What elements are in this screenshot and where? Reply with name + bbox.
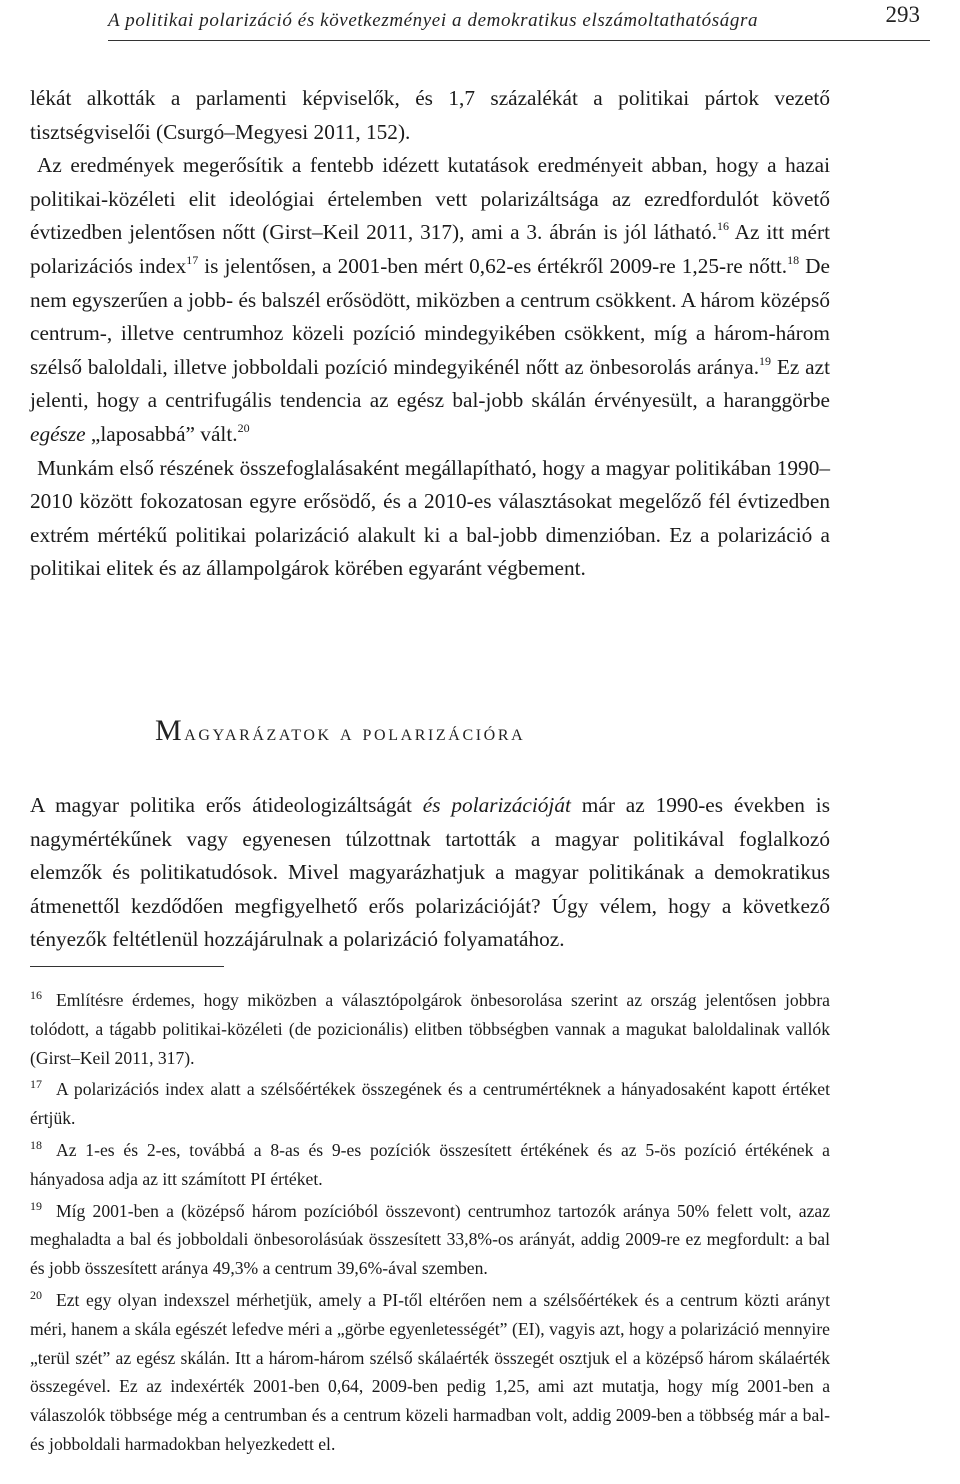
text-run: A magyar politika erős átideologizáltságát xyxy=(30,793,423,817)
footnote-ref-17[interactable]: 17 xyxy=(186,252,199,267)
footnote-number: 17 xyxy=(30,1077,42,1092)
footnote-number: 16 xyxy=(30,988,42,1002)
footnote-number: 18 xyxy=(30,1137,42,1152)
footnote-number: 20 xyxy=(30,1287,42,1302)
text-run: már az 1990-es években is nagymértékűnek vagy egyenesen túlzottnak tartották a magyar politikával foglalkozó elemzők és politikatudósok. Mivel magyarázhatjuk a magyar politikának a demokratikus átmenettől kezdődően megfigyelhető erős polarizációját? Úgy vélem, hogy a következő tényezők feltétlenül hozzájárulnak a polarizáció folyamatához. xyxy=(30,793,830,952)
section-text xyxy=(30,789,830,957)
text-run: De nem egyszerűen a jobb- és balszél erősödött, miközben a centrum csökkent. A három középső centrum-, illetve centrumhoz közeli pozíció mindegyikében csökkent, míg a három-három szélső baloldali, illetve jobboldali pozíció mindegyikénél nőtt az önbesorolás aránya. xyxy=(30,253,830,379)
footnotes xyxy=(30,986,830,1459)
footnote-18 xyxy=(30,1136,830,1194)
footnote-16 xyxy=(30,986,830,1072)
text-run: is jelentősen, a 2001-ben mért 0,62-es értékről 2009-re 1,25-re nőtt. xyxy=(198,253,788,278)
italic-text: egésze xyxy=(30,421,86,446)
footnote-19 xyxy=(30,1197,830,1283)
footnote-ref-20[interactable]: 20 xyxy=(237,420,250,435)
section-heading xyxy=(155,714,525,748)
footnote-text: Ezt egy olyan indexszel mérhetjük, amely a PI-től eltérően nem a szélsőértékek és a centrum közti arányt méri, hanem a skála egészét lefedve méri a „görbe egyenletességét” (EI), vagyis azt, hogy a polarizáció mennyire „terül szét” az egész skálán. Itt a három-három szélső skálaérték összegét osztjuk el a középső három skálaérték összegével. Ez az indexérték 2001-ben 0,64, 2009-ben pedig 1,25, ami azt mutatja, hogy míg 2001-ben a válaszolók többsége még a centrumban és a centrum közeli harmadban volt, addig 2009-ben a többség már a bal- és jobboldali harmadokban helyezkedett el. xyxy=(30,1289,830,1454)
footnote-20 xyxy=(30,1286,830,1459)
paragraph-explanations xyxy=(30,789,830,957)
footnote-17 xyxy=(30,1075,830,1133)
paragraph-continued: lékát alkották a parlamenti képviselők, és 1,7 százalékát a politikai pártok vezető tisztségviselői (Csurgó–Megyesi 2011, 152). xyxy=(30,86,830,144)
paragraph-summary: Munkám első részének összefoglalásaként megállapítható, hogy a magyar politikában 1990–2010 között fokozatosan egyre erősödő, és a 2010-es választásokat megelőző fél évtizedben extrém mértékű politikai polarizáció alakult ki a bal-jobb dimenzióban. Ez a polarizáció a politikai elitek és az állampolgárok körében egyaránt végbement. xyxy=(30,455,830,581)
footnote-ref-18[interactable]: 18 xyxy=(787,252,800,267)
text-run: Az eredmények megerősítik a fentebb idézett kutatások eredményeit abban, hogy a hazai politikai-közéleti elit ideológiai értelemben vett polarizáltsága az ezredfordulót követő évtizedben jelentősen nőtt (Girst–Keil 2011, 317), ami a 3. ábrán is jól látható. xyxy=(30,153,830,245)
main-text xyxy=(30,82,830,586)
footnote-ref-16[interactable]: 16 xyxy=(717,219,729,234)
running-title: A politikai polarizáció és következményei a demokratikus elszámoltathatóságra xyxy=(108,10,759,31)
paragraph-results xyxy=(30,149,830,451)
footnote-text: Az 1-es és 2-es, továbbá a 8-as és 9-es pozíciók összesített értékének és az 5-ös pozíció értékének a hányadosa adja az itt számított PI értéket. xyxy=(30,1139,830,1189)
text-run: „laposabbá” vált. xyxy=(85,421,238,446)
running-header xyxy=(108,2,930,41)
italic-text: és polarizációját xyxy=(422,793,571,817)
footnote-number: 19 xyxy=(30,1198,42,1213)
footnote-text: A polarizációs index alatt a szélsőértékek összegének és a centrumértéknek a hányadosaként kapott értéket értjük. xyxy=(30,1079,830,1129)
heading-initial: M xyxy=(155,714,185,747)
heading-rest: agyarázatok a polarizációra xyxy=(184,720,526,745)
text-run: Ez azt jelenti, hogy a centrifugális tendencia az egész bal-jobb skálán érvényesült, a haranggörbe xyxy=(30,354,830,413)
footnote-ref-19[interactable]: 19 xyxy=(759,353,772,368)
footnote-text: Említésre érdemes, hogy miközben a választópolgárok önbesorolása szerint az ország jelentősen jobbra tolódott, a tágabb politikai-közéleti (de pozicionális) elitben többségben vannak a magukat baloldalinak vallók (Girst–Keil 2011, 317). xyxy=(30,990,830,1068)
text-run: Az itt mért polarizációs index xyxy=(30,220,830,278)
page-number: 293 xyxy=(885,2,920,27)
footnote-text: Míg 2001-ben a (középső három pozícióból összevont) centrumhoz tartozók aránya 50% felett volt, azaz meghaladta a bal és jobboldali önbesorolásúak összesített 33,8%-os arányát, addig 2009-re ez megfordult: a bal és jobb összesített aránya 49,3% a centrum 39,6%-ával szemben. xyxy=(30,1200,830,1279)
footnote-divider xyxy=(30,966,224,967)
